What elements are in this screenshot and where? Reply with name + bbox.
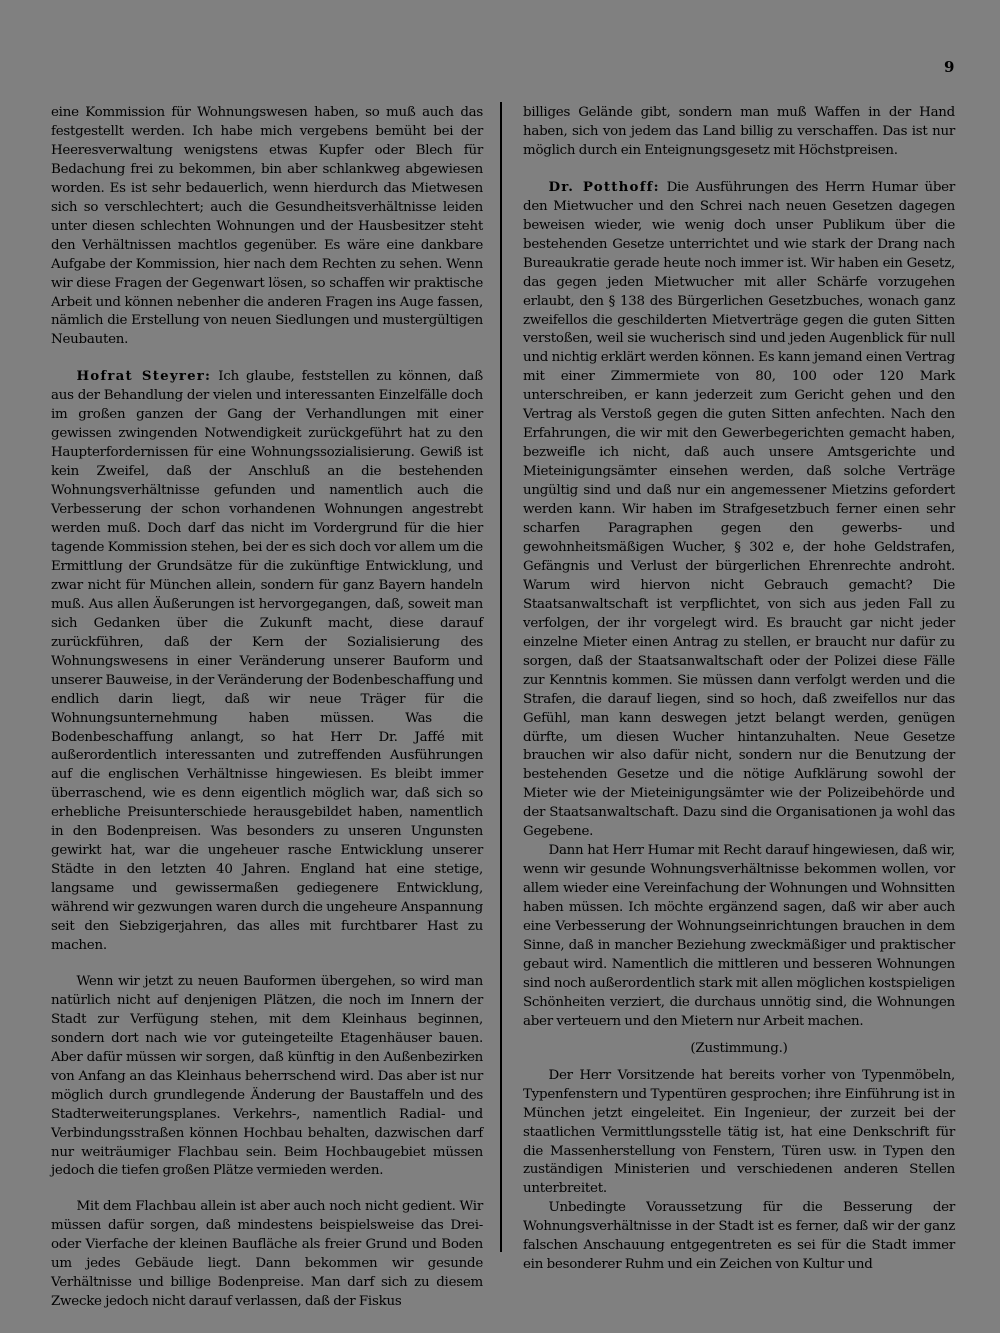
paragraph: Unbedingte Voraussetzung für die Besserung der Wohnungsverhältnisse in der Stadt ist es ferner, daß wir der ganz falschen Anschauung entgegentreten es sei für die Stadt immer ein besonderer Ruhm und ein Zeichen von Kultur und [523,1200,955,1273]
paragraph: Der Herr Vorsitzende hat bereits vorher von Typenmöbeln, Typenfenstern und Typentüren gesprochen; ihre Einführung ist in München jetzt eingeleitet. Ein Ingenieur, der zurzeit bei der staatlichen Vermittlungsstelle tätig ist, hat eine Denkschrift für die Massenherstellung von Fenstern, Türen usw. in Typen den zuständigen Ministerien und verschiedenen anderen Stellen unterbreitet. [523,1067,955,1197]
speech-text: Die Ausführungen des Herrn Humar über den Mietwucher und den Schrei nach neuen Gesetzen dagegen beweisen wieder, wie wenig doch unser Publikum über die bestehenden Gesetze unterrichtet und wie stark der Drang nach Bureaukratie gerade heute noch immer ist. Wir haben ein Gesetz, das gegen jeden Mietwucher mit aller Schärfe vorzugehen erlaubt, den § 138 des Bürgerlichen Gesetzbuches, wonach ganz zweifellos die geschilderten Mietverträge gegen die guten Sitten verstoßen, weil sie wucherisch sind und jeden Augenblick für null und nichtig erklärt werden können. Es kann jemand einen Vertrag mit einer Zimmermiete von 80, 100 oder 120 Mark unterschreiben, er kann jederzeit zum Gericht gehen und den Vertrag als Verstoß gegen die guten Sitten anfechten. Nach den Erfahrungen, die wir mit den Gewerbegerichten gemacht haben, bezweifle ich nicht, daß auch unsere Amtsgerichte und Mieteinigungsämter einsehen werden, daß solche Verträge ungültig sind und daß nur ein angemessener Mietzins gefordert werden kann. Wir haben im Strafgesetzbuch ferner einen sehr scharfen Paragraphen gegen den gewerbs- und gewohnheitsmäßigen Wucher, § 302 e, der hohe Geldstrafen, Gefängnis und Verlust der bürgerlichen Ehrenrechte androht. Warum wird hiervon nicht Gebrauch gemacht? Die Staatsanwaltschaft ist verpflichtet, von sich aus jeden Fall zu verfolgen, der ihr vorgelegt wird. Es braucht gar nicht jeder einzelne Mieter einen Antrag zu stellen, er braucht nur dafür zu sorgen, daß der Staatsanwaltschaft oder der Polizei diese Fälle zur Kenntnis kommen. Sie müssen dann verfolgt werden und die Strafen, die darauf liegen, sind so hoch, daß zweifellos nur das Gefühl, man kann deswegen jetzt belangt werden, genügen dürfte, um diesen Wucher hintanzuhalten. Neue Gesetze brauchen wir also dafür nicht, sondern nur die Benutzung der bestehenden Gesetze und die nötige Aufklärung sowohl der Mieter wie der Mieteinigungsämter wie der Polizeibehörde und der Staatsanwaltschaft. Dazu sind die Organisationen ja wohl das Gegebene. [523,179,955,840]
paragraph [523,178,955,842]
paragraph: billiges Gelände gibt, sondern man muß Waffen in der Hand haben, sich von jedem das Land billig zu verschaffen. Das ist nur möglich durch ein Enteignungsgesetz mit Höchstpreisen. [523,105,955,158]
speech-text: Ich glaube, feststellen zu können, daß aus der Behandlung der vielen und interessanten Einzelfälle doch im großen ganzen der Gang der Verhandlungen mit einer gewissen zwingenden Notwendigkeit zurückgeführt hat zu den Haupterfordernissen für eine Wohnungssozialisierung. Gewiß ist kein Zweifel, daß der Anschluß an die bestehenden Wohnungsverhältnisse gefunden und namentlich auch die Verbesserung der schon vorhandenen Wohnungen angestrebt werden muß. Doch darf das nicht im Vordergrund für die hier tagende Kommission stehen, bei der es sich doch vor allem um die Ermittlung der Grundsätze für die zukünftige Entwicklung, und zwar nicht für München allein, sondern für ganz Bayern handeln muß. Aus allen Äußerungen ist hervorgegangen, daß, soweit man sich Gedanken über die Zukunft macht, diese darauf zurückführen, daß der Kern der Sozialisierung des Wohnungswesens in einer Veränderung unserer Bauform und unserer Bauweise, in der Veränderung der Bodenbeschaffung und endlich darin liegt, daß wir neue Träger für die Wohnungsunternehmung haben müssen. Was die Bodenbeschaffung anlangt, so hat Herr Dr. Jaffé mit außerordentlich interessanten und zutreffenden Ausführungen auf die englischen Verhältnisse hingewiesen. Es bleibt immer überraschend, wie es denn eigentlich möglich war, daß sich so erhebliche Preisunterschiede herausgebildet haben, namentlich in den Bodenpreisen. Was besonders zu unseren Ungunsten gewirkt hat, war die ungeheuer rasche Entwicklung unserer Städte in den letzten 40 Jahren. England hat eine stetige, langsame und gewissermaßen gediegenere Entwicklung, während wir gezwungen waren durch die ungeheure Anspannung seit den Siebzigerjahren, das alles mit furchtbarer Hast zu machen. [51,369,483,953]
paragraph [51,367,483,956]
page-number: 9 [944,58,955,76]
interjection: (Zustimmung.) [690,1040,788,1056]
paragraph: Mit dem Flachbau allein ist aber auch noch nicht gedient. Wir müssen dafür sorgen, daß mindestens beispielsweise das Drei- oder Vierfache der kleinen Baufläche als freier Grund und Boden um jedes Gebäude liegt. Dann bekommen wir gesunde Verhältnisse und billige Bodenpreise. Man darf sich zu diesem Zwecke jedoch nicht darauf verlassen, daß der Fiskus [51,1199,483,1310]
right-column [523,104,955,1275]
paragraph: Wenn wir jetzt zu neuen Bauformen übergehen, so wird man natürlich nicht auf denjenigen Plätzen, die noch im Innern der Stadt zur Verfügung stehen, mit dem Kleinhaus beginnen, sondern dort nach wie vor guteingeteilte Etagenhäuser bauen. Aber dafür müssen wir sorgen, daß künftig in den Außenbezirken von Anfang an das Kleinhaus beherrschend wird. Das aber ist nur möglich durch grundlegende Änderung der Baustaffeln und des Stadterweiterungsplanes. Verkehrs-, namentlich Radial- und Verbindungsstraßen können Hochbau behalten, dazwischen darf nur weiträumiger Flachbau sein. Beim Hochbaugebiet müssen jedoch die tiefen großen Plätze vermieden werden. [51,973,483,1179]
speaker-name: Hofrat Steyrer: [76,368,212,385]
paragraph: eine Kommission für Wohnungswesen haben, so muß auch das festgestellt werden. Ich habe mich vergebens bemüht bei der Heeresverwaltung wenigstens etwas Kupfer oder Blech für Bedachung frei zu bekommen, bin aber schlankweg abgewiesen worden. Es ist sehr bedauerlich, wenn hierdurch das Mietwesen sich so verschlechtert; auch die Gesundheitsverhältnisse leiden unter diesen schlechten Wohnungen und der Hausbesitzer steht den Verhältnissen machtlos gegenüber. Es wäre eine dankbare Aufgabe der Kommission, hier nach dem Rechten zu sehen. Wenn wir diese Fragen der Gegenwart lösen, so schaffen wir praktische Arbeit und können nebenher die anderen Fragen ins Auge fassen, nämlich die Erstellung von neuen Siedlungen und mustergültigen Neubauten. [51,105,483,348]
paragraph: Dann hat Herr Humar mit Recht darauf hingewiesen, daß wir, wenn wir gesunde Wohnungsverhältnisse bekommen wollen, vor allem wieder eine Vereinfachung der Wohnungen und Wohnsitten haben müssen. Ich möchte ergänzend sagen, daß wir aber auch eine Verbesserung der Wohnungseinrichtungen brauchen in dem Sinne, daß in mancher Beziehung zweckmäßiger und praktischer gebaut wird. Namentlich die mittleren und besseren Wohnungen sind noch außerordentlich stark mit allen möglichen kostspieligen Schönheiten verziert, die durchaus unnötig sind, die Wohnungen aber verteuern und den Mietern nur Arbeit machen. [523,843,955,1029]
left-column [51,104,483,1312]
column-divider [500,102,502,1252]
speaker-name: Dr. Potthoff: [548,178,660,195]
